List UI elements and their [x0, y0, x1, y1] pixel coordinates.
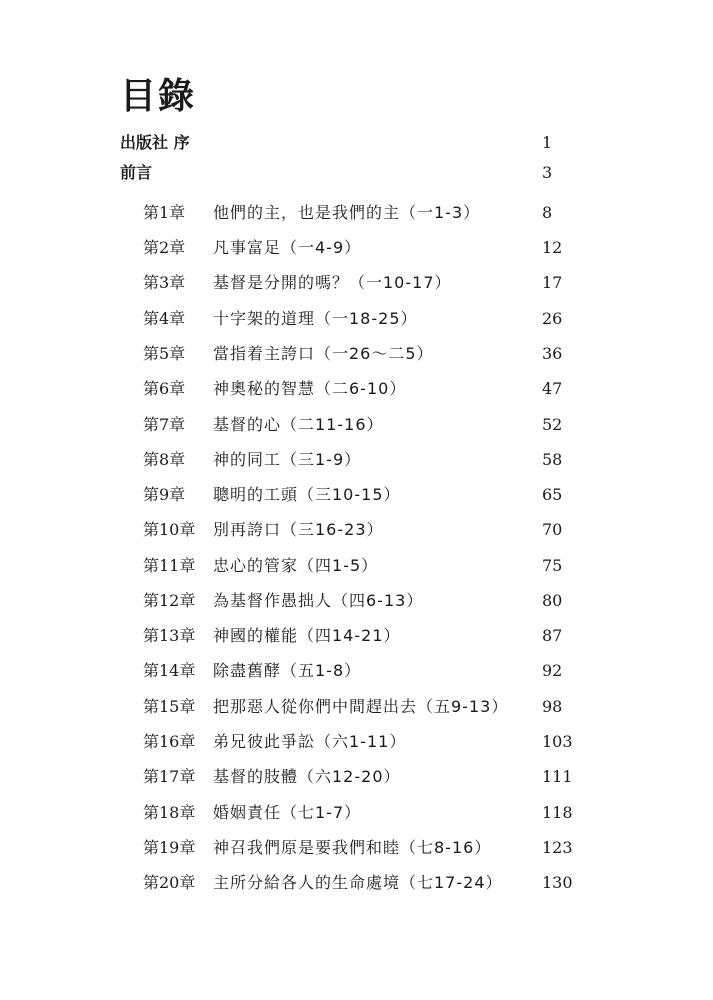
toc-chapter-entry [143, 833, 583, 863]
toc-chapter-entry [143, 551, 583, 581]
chapter-number: 第13章 [143, 626, 196, 645]
toc-chapter-entry [143, 339, 583, 369]
chapter-page: 47 [542, 379, 563, 398]
chapter-page: 87 [542, 626, 563, 645]
chapter-number: 第11章 [143, 556, 196, 575]
chapter-number: 第1章 [143, 203, 186, 222]
chapter-number: 第2章 [143, 238, 186, 257]
toc-chapter-entry [143, 798, 583, 828]
toc-entry-page: 1 [542, 133, 553, 152]
toc-chapter-entry [143, 233, 583, 263]
chapter-title: 基督是分開的嗎？（一10-17） [213, 273, 452, 292]
toc-chapter-entry [143, 480, 583, 510]
chapter-title: 神國的權能（四14-21） [213, 626, 401, 645]
chapter-title: 主所分給各人的生命處境（七17-24） [213, 873, 503, 892]
toc-chapter-entry [143, 198, 583, 228]
chapter-title: 神召我們原是要我們和睦（七8-16） [213, 838, 492, 857]
toc-chapter-entry [143, 656, 583, 686]
toc-entry-page: 3 [542, 163, 553, 182]
chapter-title: 基督的肢體（六12-20） [213, 767, 401, 786]
chapter-page: 98 [542, 697, 563, 716]
chapter-page: 12 [542, 238, 563, 257]
chapter-title: 神的同工（三1-9） [213, 450, 362, 469]
chapter-page: 92 [542, 661, 563, 680]
chapter-title: 為基督作愚拙人（四6-13） [213, 591, 424, 610]
toc-chapter-entry [143, 374, 583, 404]
chapter-title: 把那惡人從你們中間趕出去（五9-13） [213, 697, 509, 716]
chapter-number: 第19章 [143, 838, 196, 857]
toc-chapter-entry [143, 445, 583, 475]
chapter-number: 第17章 [143, 767, 196, 786]
toc-chapter-entry [143, 515, 583, 545]
toc-chapter-entry [143, 692, 583, 722]
chapter-page: 52 [542, 415, 563, 434]
chapter-title: 弟兄彼此爭訟（六1-11） [213, 732, 407, 751]
chapter-page: 8 [542, 203, 553, 222]
chapter-number: 第5章 [143, 344, 186, 363]
toc-front-entry-foreword [120, 160, 560, 186]
chapter-number: 第4章 [143, 309, 186, 328]
chapter-number: 第20章 [143, 873, 196, 892]
chapter-number: 第10章 [143, 520, 196, 539]
toc-chapter-entry [143, 304, 583, 334]
page-title: 目錄 [120, 75, 197, 117]
chapter-number: 第12章 [143, 591, 196, 610]
toc-chapter-entry [143, 268, 583, 298]
chapter-title: 忠心的管家（四1-5） [213, 556, 379, 575]
toc-chapter-entry [143, 868, 583, 898]
chapter-page: 130 [542, 873, 573, 892]
toc-chapter-entry [143, 621, 583, 651]
toc-chapter-entry [143, 410, 583, 440]
chapter-title: 基督的心（二11-16） [213, 415, 384, 434]
chapter-number: 第6章 [143, 379, 186, 398]
chapter-title: 除盡舊酵（五1-8） [213, 661, 362, 680]
toc-entry-label: 出版社 序 [120, 133, 190, 152]
toc-entry-label: 前言 [120, 163, 153, 182]
chapter-page: 26 [542, 309, 563, 328]
chapter-title: 別再誇口（三16-23） [213, 520, 384, 539]
chapter-page: 80 [542, 591, 563, 610]
chapter-page: 36 [542, 344, 563, 363]
chapter-number: 第18章 [143, 803, 196, 822]
toc-chapter-entry [143, 762, 583, 792]
chapter-page: 70 [542, 520, 563, 539]
chapter-number: 第9章 [143, 485, 186, 504]
chapter-page: 58 [542, 450, 563, 469]
chapter-page: 111 [542, 767, 573, 786]
chapter-page: 103 [542, 732, 573, 751]
chapter-number: 第16章 [143, 732, 196, 751]
chapter-title: 聰明的工頭（三10-15） [213, 485, 401, 504]
chapter-number: 第15章 [143, 697, 196, 716]
chapter-number: 第3章 [143, 273, 186, 292]
chapter-title: 神奧秘的智慧（二6-10） [213, 379, 407, 398]
chapter-number: 第7章 [143, 415, 186, 434]
chapter-title: 凡事富足（一4-9） [213, 238, 362, 257]
toc-chapter-entry [143, 727, 583, 757]
chapter-number: 第14章 [143, 661, 196, 680]
chapter-page: 65 [542, 485, 563, 504]
chapter-title: 他們的主，也是我們的主（一1-3） [213, 203, 481, 222]
chapter-title: 當指着主誇口（一26～二5） [213, 344, 434, 363]
toc-front-entry-preface [120, 130, 560, 156]
chapter-page: 75 [542, 556, 563, 575]
chapter-page: 118 [542, 803, 573, 822]
chapter-page: 123 [542, 838, 573, 857]
chapter-title: 婚姻責任（七1-7） [213, 803, 362, 822]
chapter-number: 第8章 [143, 450, 186, 469]
chapter-page: 17 [542, 273, 563, 292]
toc-chapter-entry [143, 586, 583, 616]
chapter-title: 十字架的道理（一18-25） [213, 309, 418, 328]
